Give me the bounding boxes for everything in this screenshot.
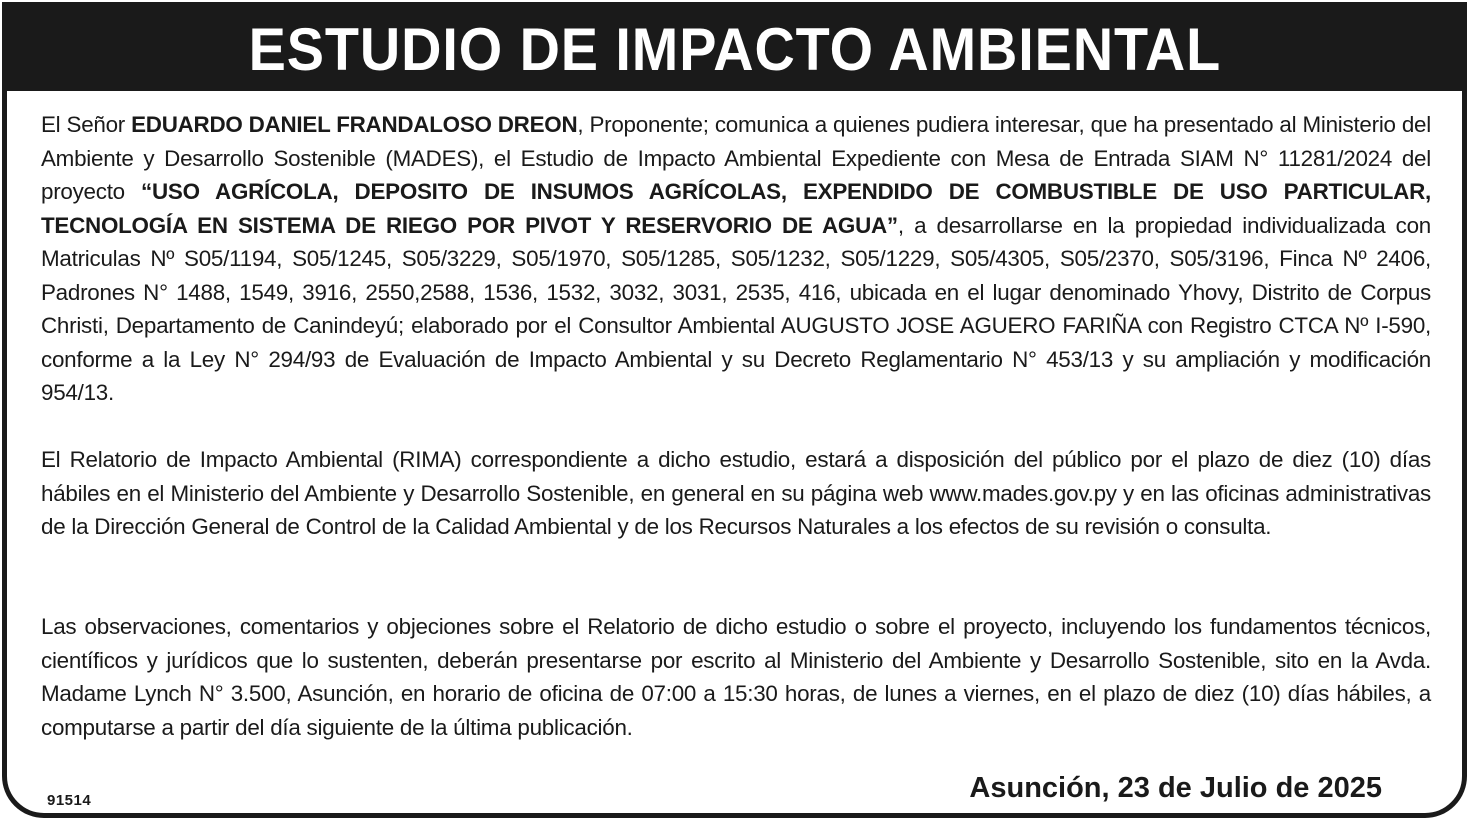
paragraph-rima-availability: El Relatorio de Impacto Ambiental (RIMA) correspondiente a dicho estudio, estará a disposición del público por el plazo de diez (10) días hábiles en el Ministerio del Ambiente y Desarrollo Sostenible, en general en su página web www.mades.gov.py y en las oficinas administrativas de la Dirección General de Control de la Calidad Ambiental y de los Recursos Naturales a los efectos de su revisión o consulta. bbox=[41, 447, 1431, 539]
paragraph-1-intro: El Señor bbox=[41, 112, 132, 137]
notice-frame bbox=[2, 2, 1467, 818]
publication-date: Asunción, 23 de Julio de 2025 bbox=[969, 772, 1382, 804]
notice-title: ESTUDIO DE IMPACTO AMBIENTAL bbox=[248, 16, 1221, 83]
reference-number: 91514 bbox=[47, 792, 92, 809]
proponent-name: EDUARDO DANIEL FRANDALOSO DREON bbox=[131, 112, 578, 137]
project-name: “USO AGRÍCOLA, DEPOSITO DE INSUMOS AGRÍCOLAS, EXPENDIDO DE COMBUSTIBLE DE USO PARTICULAR, TECNOLOGÍA EN SISTEMA DE RIEGO POR PIVOT Y RESERVORIO DE AGUA” bbox=[41, 179, 1431, 238]
header-bar bbox=[7, 7, 1462, 91]
paragraph-observations: Las observaciones, comentarios y objeciones sobre el Relatorio de dicho estudio o sobre el proyecto, incluyendo los fundamentos técnicos, científicos y jurídicos que lo sustenten, deberán presentarse por escrito al Ministerio del Ambiente y Desarrollo Sostenible, sito en la Avda. Madame Lynch N° 3.500, Asunción, en horario de oficina de 07:00 a 15:30 horas, de lunes a viernes, en el plazo de diez (10) días hábiles, a computarse a partir del día siguiente de la última publicación. bbox=[41, 614, 1431, 740]
paragraph-submission bbox=[41, 108, 1431, 410]
paragraph-1-body: , Proponente; comunica a quienes pudiera interesar, que ha presentado al Ministerio del Ambiente y Desarrollo Sostenible (MADES), el Estudio de Impacto Ambiental Expediente con Mesa de Entrada SIAM N° 11281/2024 del proyecto bbox=[41, 112, 1431, 204]
paragraph-1-details: , a desarrollarse en la propiedad individualizada con Matriculas Nº S05/1194, S05/1245, S05/3229, S05/1970, S05/1285, S05/1232, S05/1229, S05/4305, S05/2370, S05/3196, Finca Nº 2406, Padrones N° 1488, 1549, 3916, 2550,2588, 1536, 1532, 3032, 3031, 2535, 416, ubicada en el lugar denominado Yhovy, Distrito de Corpus Christi, Departamento de Canindeyú; elaborado por el Consultor Ambiental AUGUSTO JOSE AGUERO FARIÑA con Registro CTCA Nº I-590, conforme a la Ley N° 294/93 de Evaluación de Impacto Ambiental y su Decreto Reglamentario N° 453/13 y su ampliación y modificación 954/13. bbox=[41, 212, 1431, 405]
